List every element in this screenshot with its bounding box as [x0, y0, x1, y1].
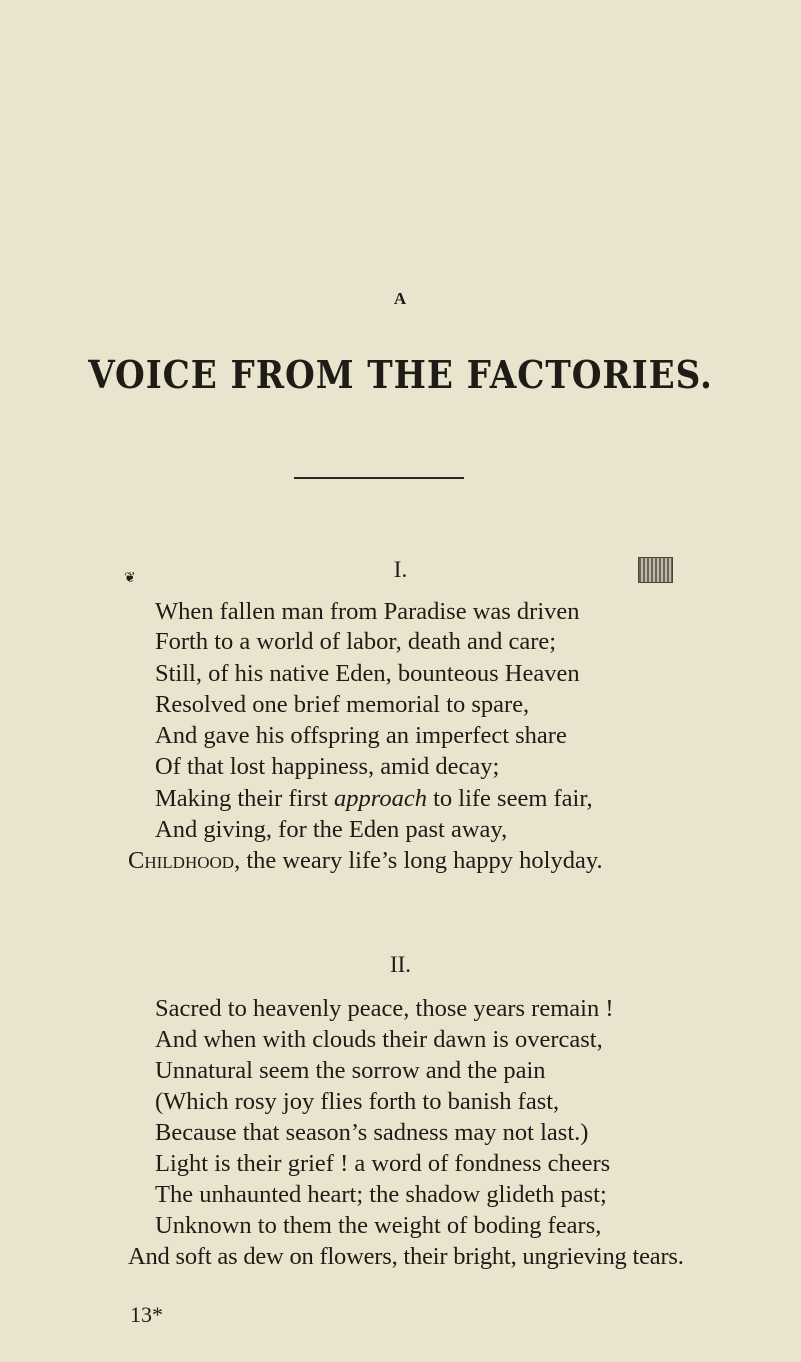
stanza-2-line-1: Sacred to heavenly peace, those years remain !	[155, 995, 614, 1022]
page-title: VOICE FROM THE FACTORIES.	[88, 352, 713, 397]
italic-word: approach	[333, 785, 427, 812]
section-number-2: II.	[389, 952, 412, 977]
stanza-1-line-7: Making their first approach to life seem fair,	[155, 785, 593, 812]
stanza-1-line-5: And gave his offspring an imperfect share	[155, 722, 567, 749]
section-number-1: I.	[393, 557, 408, 582]
stanza-2-line-9: And soft as dew on flowers, their bright, ungrieving tears.	[128, 1243, 684, 1270]
stanza-1-line-8: And giving, for the Eden past away,	[155, 816, 508, 843]
stanza-2-line-5: Because that season’s sadness may not last.)	[155, 1119, 589, 1146]
stanza-1-line-9: Childhood, the weary life’s long happy holyday.	[128, 847, 603, 874]
stanza-2-line-4: (Which rosy joy flies forth to banish fast,	[155, 1088, 560, 1115]
stanza-2-line-6: Light is their grief ! a word of fondness cheers	[155, 1150, 611, 1177]
stanza-1-line-1: When fallen man from Paradise was driven	[155, 598, 580, 625]
printer-mark: ❦	[124, 571, 136, 586]
stanza-2-line-7: The unhaunted heart; the shadow glideth past;	[155, 1181, 607, 1208]
title-article: A	[393, 289, 408, 308]
title-rule	[294, 477, 464, 479]
stanza-1-line-2: Forth to a world of labor, death and care;	[155, 628, 557, 655]
stanza-2-line-3: Unnatural seem the sorrow and the pain	[155, 1057, 546, 1084]
stanza-1-line-6: Of that lost happiness, amid decay;	[155, 753, 500, 780]
stanza-1-line-3: Still, of his native Eden, bounteous Heaven	[155, 660, 580, 687]
page-number: 13*	[130, 1302, 163, 1327]
stanza-2-line-8: Unknown to them the weight of boding fears,	[155, 1212, 602, 1239]
small-caps-word: Childhood	[128, 847, 235, 874]
stanza-1-line-4: Resolved one brief memorial to spare,	[155, 691, 530, 718]
stanza-2-line-2: And when with clouds their dawn is overcast,	[155, 1026, 603, 1053]
